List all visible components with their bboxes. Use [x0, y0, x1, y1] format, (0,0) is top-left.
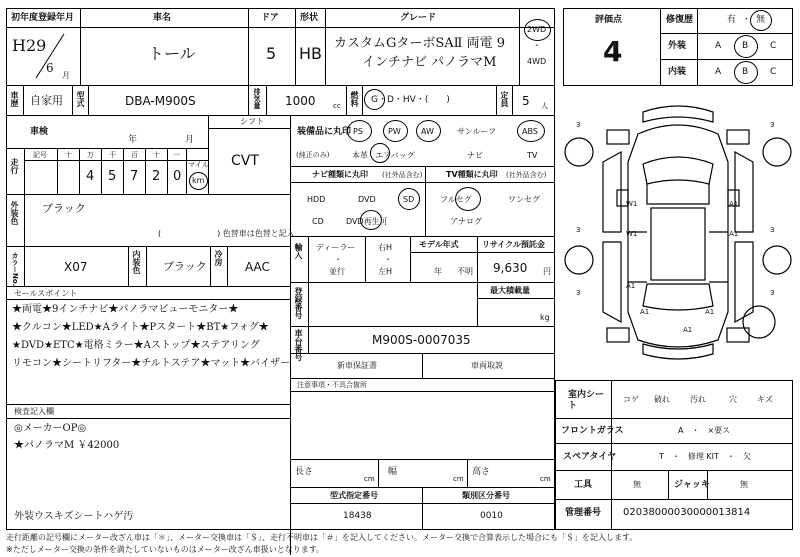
max-load-label: 最大積載量	[490, 286, 530, 295]
sales-line2: ★クルコン★LED★Aライト★Pスタート★BT★フォグ★	[12, 322, 269, 333]
usage-label: 車歴	[10, 91, 19, 107]
tv-label: TV種類に丸印	[446, 170, 498, 179]
tools-value: 無	[633, 480, 641, 489]
ext-c: C	[770, 41, 777, 51]
import-parallel: 並行	[329, 267, 345, 276]
equip-airbag: エアバッグ	[375, 151, 415, 160]
int-color-label: 内装色	[132, 250, 141, 274]
shift-value: CVT	[231, 153, 259, 169]
inspection-year: 年	[128, 135, 138, 145]
tv-sub: (社外品含む)	[506, 171, 547, 179]
equip-leather: 本革	[352, 151, 368, 160]
interior-label: 内装	[668, 67, 687, 77]
diag-mark-1: 3	[576, 121, 581, 129]
doors-value: 5	[266, 44, 277, 63]
mileage-unit: km	[192, 176, 205, 185]
mileage-d2: 5	[108, 169, 117, 184]
mileage-h2: 万	[87, 151, 94, 159]
ext-circle	[734, 35, 758, 58]
fuel-label: 燃料	[350, 91, 359, 107]
tv-oneseg: ワンセグ	[508, 195, 540, 204]
cap-unit: 人	[541, 102, 548, 110]
warranty-guarantee: 新車保証書	[337, 361, 377, 370]
disp-unit: cc	[333, 102, 341, 110]
drive-2wd: 2WD	[527, 25, 547, 34]
usage-value: 自家用	[30, 94, 63, 107]
spare-label: スペアタイヤ	[563, 452, 617, 462]
shape-header: 形状	[300, 13, 319, 23]
navi-sd: SD	[403, 195, 415, 204]
max-load-unit: kg	[540, 313, 550, 322]
diag-mark-6: 3	[576, 289, 581, 297]
import-label: 輸入	[294, 243, 303, 259]
diag-mark-w1b: W1	[626, 230, 638, 238]
navi-dvd: DVD	[358, 195, 376, 204]
repair-sep: ・	[742, 15, 752, 25]
ac-label: 冷房	[214, 250, 223, 266]
extra-line: 外装ウスキズシートハゲ汚	[14, 511, 134, 522]
mileage-h6: 一	[173, 151, 180, 159]
diag-mark-5: 3	[770, 289, 775, 297]
dim-length-unit: cm	[364, 475, 375, 483]
drive-dot: ・	[533, 41, 541, 50]
int-b: B	[742, 67, 749, 77]
seat-item-4: 穴	[729, 395, 737, 404]
seat-item-3: 汚れ	[690, 395, 706, 404]
first-reg-header: 初年度登録年月	[11, 13, 75, 23]
car-name-header: 車名	[153, 13, 172, 23]
equip-sub: (純正のみ)	[296, 151, 330, 159]
score-label: 評価点	[595, 15, 623, 25]
mileage-d4: 2	[152, 169, 161, 184]
diag-mark-w1l: W1	[626, 200, 638, 208]
diag-mark-a1e: A1	[640, 308, 650, 316]
navi-cd: CD	[312, 217, 324, 226]
fuel-value: G・D・HV・( )	[371, 95, 450, 105]
type-no-label: 型式指定番号	[330, 491, 378, 500]
jack-value: 無	[740, 480, 748, 489]
import-dealer: ディーラー	[316, 243, 356, 252]
int-c: C	[770, 67, 777, 77]
color-value: ブラック	[42, 202, 86, 215]
int-a: A	[715, 67, 722, 77]
tv-fullseg: フルセグ	[440, 195, 472, 204]
sales-label: セールスポイント	[14, 289, 78, 298]
diag-mark-2: 3	[770, 121, 775, 129]
disp-label: 排気量	[253, 88, 261, 109]
equip-ps: PS	[353, 127, 363, 136]
diag-mark-a1a: A1	[729, 200, 739, 208]
reg-month-unit: 月	[62, 71, 70, 80]
color-no-value: X07	[64, 260, 88, 274]
navi-dvdplay: DVD再生可	[346, 217, 388, 226]
color-no-label: カラーNo.	[11, 252, 19, 287]
diag-mark-a1b: A1	[729, 230, 739, 238]
import-dot1: ・	[334, 255, 342, 264]
doors-header: ドア	[261, 13, 279, 23]
diag-mark-a1d: A1	[705, 308, 715, 316]
mgmt-label: 管理番号	[565, 508, 602, 518]
recycle-unit: 円	[543, 267, 551, 276]
sales-line4: リモコン★シートリフター★チルトステア★マット★バイザー	[12, 358, 291, 369]
chassis-label: 車台番号	[294, 329, 303, 361]
mileage-h3: 千	[109, 151, 116, 159]
diag-mark-a1c: A1	[626, 282, 636, 290]
seat-item-5: キズ	[757, 395, 773, 404]
model-year-label: モデル年式	[419, 240, 459, 249]
tv-analog: アナログ	[450, 217, 482, 226]
color-label: 外装色	[10, 201, 19, 225]
int-circle	[734, 61, 758, 84]
repair-none: 無	[756, 15, 766, 25]
mileage-h4: 百	[131, 151, 138, 159]
car-diagram	[563, 92, 793, 378]
dim-width: 幅	[388, 467, 398, 477]
car-name: トール	[148, 44, 196, 63]
seat-label: 室内シート	[568, 390, 605, 411]
score-value: 4	[603, 35, 623, 68]
grade-header: グレード	[400, 13, 437, 23]
mileage-d3: 7	[130, 169, 139, 184]
cap-label: 定員	[500, 91, 509, 107]
registration-label: 登録番号	[294, 287, 303, 319]
import-rh: 右H	[378, 243, 393, 252]
mileage-label: 走行	[10, 158, 19, 174]
class-no-label: 類別区分番号	[462, 491, 510, 500]
mileage-rec-label: 記号	[33, 151, 47, 159]
class-no-value: 0010	[480, 511, 503, 521]
cap-value: 5	[522, 94, 530, 108]
windshield-label: フロントガラス	[561, 426, 624, 436]
reg-year: H29	[12, 36, 47, 55]
ext-a: A	[715, 41, 722, 51]
notes-label: 注意事項・不具合箇所	[297, 381, 367, 389]
footer-line2: ※ただしメーター交換の条件を満たしていないものはメーター改ざん車扱いとなります。	[6, 545, 325, 554]
equip-aw: AW	[421, 127, 434, 136]
chassis-value: M900S-0007035	[372, 333, 471, 347]
equip-sunroof: サンルーフ	[457, 127, 496, 136]
diag-mark-4: 3	[770, 226, 775, 234]
equip-pw: PW	[388, 127, 401, 136]
navi-hdd: HDD	[307, 195, 326, 204]
spare-value: T ・ 修理 KIT ・ 欠	[659, 452, 751, 461]
model-year-unit: 年	[434, 267, 442, 276]
inspector-line2: ★パノラマM ￥42000	[14, 440, 120, 451]
shape-value: HB	[299, 44, 323, 63]
inspector-label: 検査記入欄	[14, 407, 54, 416]
import-dot2: ・	[384, 255, 392, 264]
model-year-unknown: 不明	[457, 267, 473, 276]
mileage-d5: 0	[173, 169, 182, 184]
repair-label: 修復歴	[666, 15, 694, 25]
seat-item-1: コゲ	[623, 395, 639, 404]
model-label: 型式	[76, 91, 85, 107]
windshield-value: A ・ ×要ス	[678, 426, 731, 435]
shift-label: シフト	[240, 117, 264, 126]
int-color-value: ブラック	[163, 260, 207, 273]
tools-label: 工具	[574, 480, 593, 490]
dim-height: 高さ	[472, 467, 491, 477]
warranty-manual: 車両取説	[471, 361, 503, 370]
navi-sub: (社外品含む)	[382, 171, 423, 179]
mgmt-value: 02038000030000013814	[623, 507, 751, 518]
type-no-value: 18438	[343, 511, 372, 521]
recycle-value: 9,630	[493, 261, 528, 275]
disp-value: 1000	[285, 94, 316, 108]
footer-line1: 走行距離の記号欄にメーター改ざん車は「＊」、メーター交換車は「＄」、走行不明車は「＃」を記入してください。メーター交換で合算表示した場合にも「＄」を記入します。	[6, 533, 638, 542]
dim-height-unit: cm	[540, 475, 551, 483]
recycle-label: リサイクル預託金	[482, 240, 545, 249]
equip-label: 装備品に丸印	[297, 127, 352, 137]
import-lh: 左H	[378, 267, 393, 276]
mileage-unit-label: マイル	[188, 161, 209, 169]
diag-mark-3: 3	[576, 226, 581, 234]
equip-abs: ABS	[522, 127, 538, 136]
mileage-h1: 十	[65, 151, 72, 159]
inspector-line1: ◎メーカーOP◎	[14, 423, 87, 434]
ac-value: AAC	[245, 260, 270, 274]
model-value: DBA-M900S	[125, 94, 196, 108]
repair-has: 有	[727, 15, 737, 25]
dim-length: 長さ	[295, 467, 314, 477]
navi-label: ナビ種類に丸印	[312, 170, 368, 179]
drive-4wd: 4WD	[527, 57, 547, 66]
grade-line1: カスタムGターボSAⅡ 両電 9	[334, 36, 506, 51]
exterior-label: 外装	[668, 41, 687, 51]
sales-line3: ★DVD★ETC★電格ミラー★Aストップ★ステアリング	[12, 340, 260, 351]
mileage-d1: 4	[86, 169, 95, 184]
diag-mark-a1f: A1	[683, 326, 693, 334]
ext-b: B	[742, 41, 749, 51]
grade-line2: インチナビ パノラマM	[362, 55, 497, 70]
jack-label: ジャッキ	[674, 480, 710, 490]
dim-width-unit: cm	[453, 475, 464, 483]
sales-line1: ★両電★9インチナビ★パノラマビューモニター★	[12, 304, 239, 315]
color-note: ( ) 色替車は色替と記入	[158, 229, 295, 238]
seat-item-2: 破れ	[654, 395, 670, 404]
reg-month: 6	[46, 61, 54, 75]
inspection-label: 車検	[30, 127, 49, 137]
equip-navi: ナビ	[467, 151, 483, 160]
inspection-month: 月	[185, 135, 195, 145]
equip-tv: TV	[527, 151, 538, 160]
mileage-h5: 十	[153, 151, 160, 159]
